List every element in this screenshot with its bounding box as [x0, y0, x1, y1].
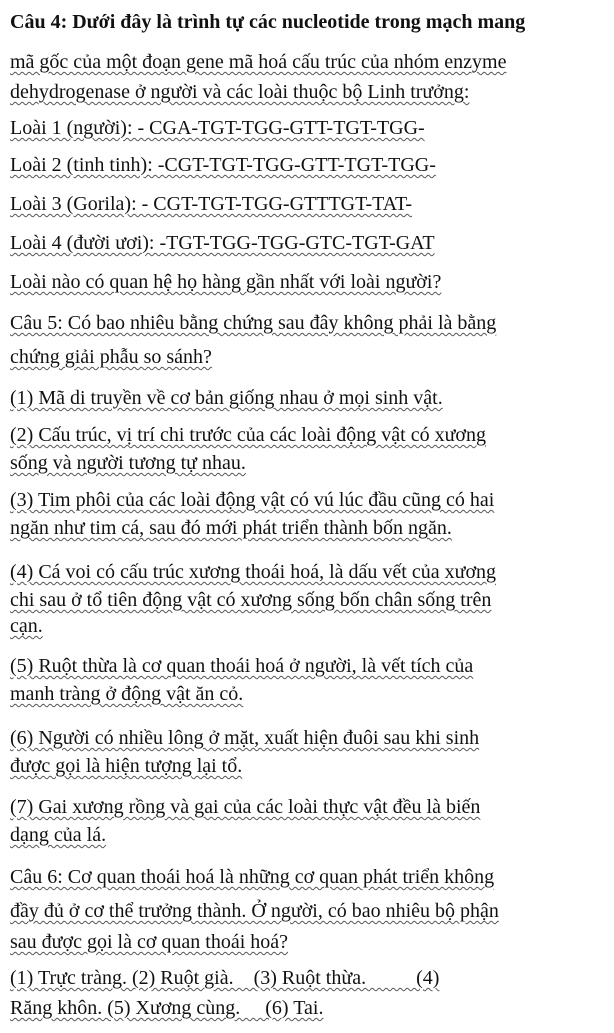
q6-options-2: Răng khôn. (5) Xương cùng. (6) Tai. — [10, 997, 324, 1019]
q4-line-1: Câu 4: Dưới đây là trình tự các nucleotide trong mạch mang — [10, 11, 526, 33]
species-1: Loài 1 (người): - CGA-TGT-TGG-GTT-TGT-TGG- — [10, 117, 425, 139]
q5-item-2-b: sống và người tương tự nhau. — [10, 452, 246, 474]
q6-line-1: Câu 6: Cơ quan thoái hoá là những cơ quan phát triển không — [10, 866, 495, 888]
q5-item-4-a: (4) Cá voi có cấu trúc xương thoái hoá, là dấu vết của xương — [10, 561, 497, 583]
q4-question: Loài nào có quan hệ họ hàng gần nhất với loài người? — [10, 271, 442, 293]
species-4: Loài 4 (đười ươi): -TGT-TGG-TGG-GTC-TGT-GAT — [10, 232, 435, 254]
q5-item-4-b: chi sau ở tổ tiên động vật có xương sống bốn chân sống trên — [10, 589, 492, 611]
q6-line-2: đầy đủ ở cơ thể trưởng thành. Ở người, có bao nhiêu bộ phận — [10, 900, 499, 922]
q6-line-3: sau được gọi là cơ quan thoái hoá? — [10, 931, 289, 953]
q5-item-6-a: (6) Người có nhiều lông ở mặt, xuất hiện đuôi sau khi sinh — [10, 727, 480, 749]
q5-item-6-b: được gọi là hiện tượng lại tổ. — [10, 755, 243, 777]
q5-line-2: chứng giải phẫu so sánh? — [10, 346, 212, 368]
q5-item-3-b: ngăn như tim cá, sau đó mới phát triển thành bốn ngăn. — [10, 517, 452, 539]
q5-item-5-b: manh tràng ở động vật ăn cỏ. — [10, 683, 244, 705]
q5-item-5-a: (5) Ruột thừa là cơ quan thoái hoá ở người, là vết tích của — [10, 655, 474, 677]
q5-item-1: (1) Mã di truyền về cơ bản giống nhau ở mọi sinh vật. — [10, 387, 443, 409]
q5-line-1: Câu 5: Có bao nhiêu bằng chứng sau đây không phải là bằng — [10, 312, 497, 334]
species-2: Loài 2 (tinh tinh): -CGT-TGT-TGG-GTT-TGT-TGG- — [10, 154, 436, 176]
q5-item-4-c: cạn. — [10, 615, 43, 637]
species-3: Loài 3 (Gorila): - CGT-TGT-TGG-GTTTGT-TAT- — [10, 193, 413, 215]
q5-item-7-b: dạng của lá. — [10, 824, 107, 846]
q5-item-2-a: (2) Cấu trúc, vị trí chi trước của các loài động vật có xương — [10, 424, 487, 446]
q4-line-2: mã gốc của một đoạn gene mã hoá cấu trúc của nhóm enzyme — [10, 51, 507, 73]
q6-options-1: (1) Trực tràng. (2) Ruột già. (3) Ruột thừa. (4) — [10, 967, 440, 989]
q5-item-3-a: (3) Tim phôi của các loài động vật có vú lúc đầu cũng có hai — [10, 489, 495, 511]
q5-item-7-a: (7) Gai xương rồng và gai của các loài thực vật đều là biến — [10, 796, 481, 818]
q4-line-3: dehydrogenase ở người và các loài thuộc bộ Linh trưởng: — [10, 81, 470, 103]
